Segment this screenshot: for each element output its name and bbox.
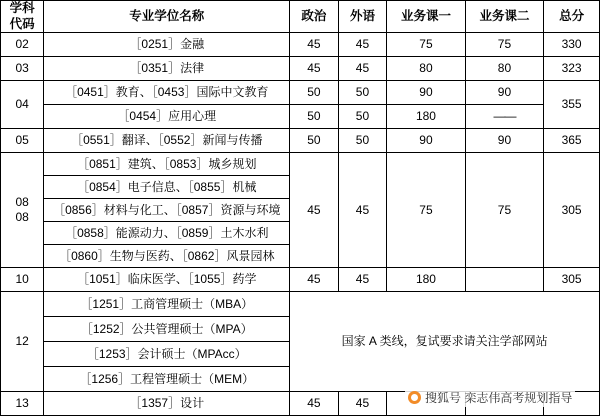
cell-major-name: ［0851］建筑、［0853］城乡规划 — [44, 153, 290, 176]
header-major-course-two: 业务课二 — [465, 1, 543, 33]
table-body — [1, 33, 600, 416]
header-code-line1: 学科 — [9, 1, 35, 15]
cell-major1: 90 — [387, 129, 465, 153]
cell-major-name: ［1253］会计硕士（MPAcc） — [44, 342, 290, 367]
cell-foreign: 50 — [338, 129, 387, 153]
cell-politics: 50 — [290, 129, 339, 153]
cell-major-name: ［1252］公共管理硕士（MPA） — [44, 317, 290, 342]
cell-major1: 75 — [387, 153, 465, 268]
cell-code: 10 — [1, 268, 44, 292]
cell-code: 12 — [1, 292, 44, 392]
cell-major-name: ［0856］材料与化工、［0857］资源与环境 — [44, 199, 290, 222]
cell-code: 03 — [1, 57, 44, 81]
header-code-line2: 代码 — [9, 16, 35, 31]
cell-major2: 75 — [465, 33, 543, 57]
cell-major-name: ［1256］工程管理硕士（MEM） — [44, 367, 290, 392]
cell-major-name: ［0451］教育、［0453］国际中文教育 — [44, 81, 290, 105]
cell-total: 355 — [544, 81, 600, 129]
header-major-course-one: 业务课一 — [387, 1, 465, 33]
table-row — [1, 292, 600, 317]
cell-politics: 50 — [290, 81, 339, 105]
header-politics: 政治 — [290, 1, 339, 33]
cell-major-name: ［0860］生物与医药、［0862］风景园林 — [44, 245, 290, 268]
cell-major-name: ［0854］电子信息、［0855］机械 — [44, 176, 290, 199]
cell-major2: —— — [465, 105, 543, 129]
table-row — [1, 81, 600, 105]
cell-code: 02 — [1, 33, 44, 57]
table-row — [1, 57, 600, 81]
cell-major2: 90 — [465, 81, 543, 105]
table-row — [1, 33, 600, 57]
header-foreign-language: 外语 — [338, 1, 387, 33]
cell-foreign: 45 — [338, 153, 387, 268]
table-header — [1, 1, 600, 33]
cell-total: 305 — [544, 268, 600, 292]
cell-total: 305 — [544, 153, 600, 268]
cell-major-name: ［0351］法律 — [44, 57, 290, 81]
cell-major1: 80 — [387, 57, 465, 81]
cell-foreign: 45 — [338, 33, 387, 57]
cell-major1: 180 — [387, 268, 465, 292]
cell-code-line2: 08 — [15, 210, 29, 225]
cell-major-name: ［0454］应用心理 — [44, 105, 290, 129]
cell-politics: 45 — [290, 392, 339, 416]
cell-code-line1: 08 — [15, 195, 29, 210]
cell-major2: 80 — [465, 57, 543, 81]
cell-total — [544, 392, 600, 416]
cell-major2: 90 — [465, 129, 543, 153]
cell-foreign: 45 — [338, 57, 387, 81]
brand-text: 搜狐号 栾志伟高考规划指导 — [425, 391, 573, 405]
cell-major-name: ［1357］设计 — [44, 392, 290, 416]
header-code — [1, 1, 44, 33]
cell-major-name: ［0551］翻译、［0552］新闻与传播 — [44, 129, 290, 153]
table-row — [1, 392, 600, 416]
cell-code — [1, 153, 44, 268]
cell-code: 13 — [1, 392, 44, 416]
cell-politics: 45 — [290, 268, 339, 292]
cell-major-name: ［1051］临床医学、［1055］药学 — [44, 268, 290, 292]
cell-major1: 90 — [387, 81, 465, 105]
cell-total: 323 — [544, 57, 600, 81]
cell-major1: 75 — [387, 33, 465, 57]
cell-major-name: ［1251］工商管理硕士（MBA） — [44, 292, 290, 317]
cell-politics: 50 — [290, 105, 339, 129]
header-total: 总分 — [544, 1, 600, 33]
cell-total: 365 — [544, 129, 600, 153]
cell-politics: 45 — [290, 57, 339, 81]
cell-foreign: 45 — [338, 392, 387, 416]
cell-code: 05 — [1, 129, 44, 153]
cell-major-name: ［0251］金融 — [44, 33, 290, 57]
header-major-name: 专业学位名称 — [44, 1, 290, 33]
cell-politics: 45 — [290, 153, 339, 268]
cell-major1 — [387, 392, 465, 416]
cell-politics: 45 — [290, 33, 339, 57]
cell-foreign: 45 — [338, 268, 387, 292]
cell-foreign: 50 — [338, 81, 387, 105]
cell-major1: 180 — [387, 105, 465, 129]
cell-major2 — [465, 268, 543, 292]
header-row — [1, 1, 600, 33]
table-row — [1, 153, 600, 176]
cell-foreign: 50 — [338, 105, 387, 129]
cell-code: 04 — [1, 81, 44, 129]
cell-major2: 75 — [465, 153, 543, 268]
cell-note: 国家 A 类线，复试要求请关注学部网站 — [290, 292, 600, 392]
cell-total: 330 — [544, 33, 600, 57]
table-row — [1, 129, 600, 153]
cell-major2 — [465, 392, 543, 416]
table-row — [1, 105, 600, 129]
cell-major-name: ［0858］能源动力、［0859］土木水利 — [44, 222, 290, 245]
table-row — [1, 268, 600, 292]
